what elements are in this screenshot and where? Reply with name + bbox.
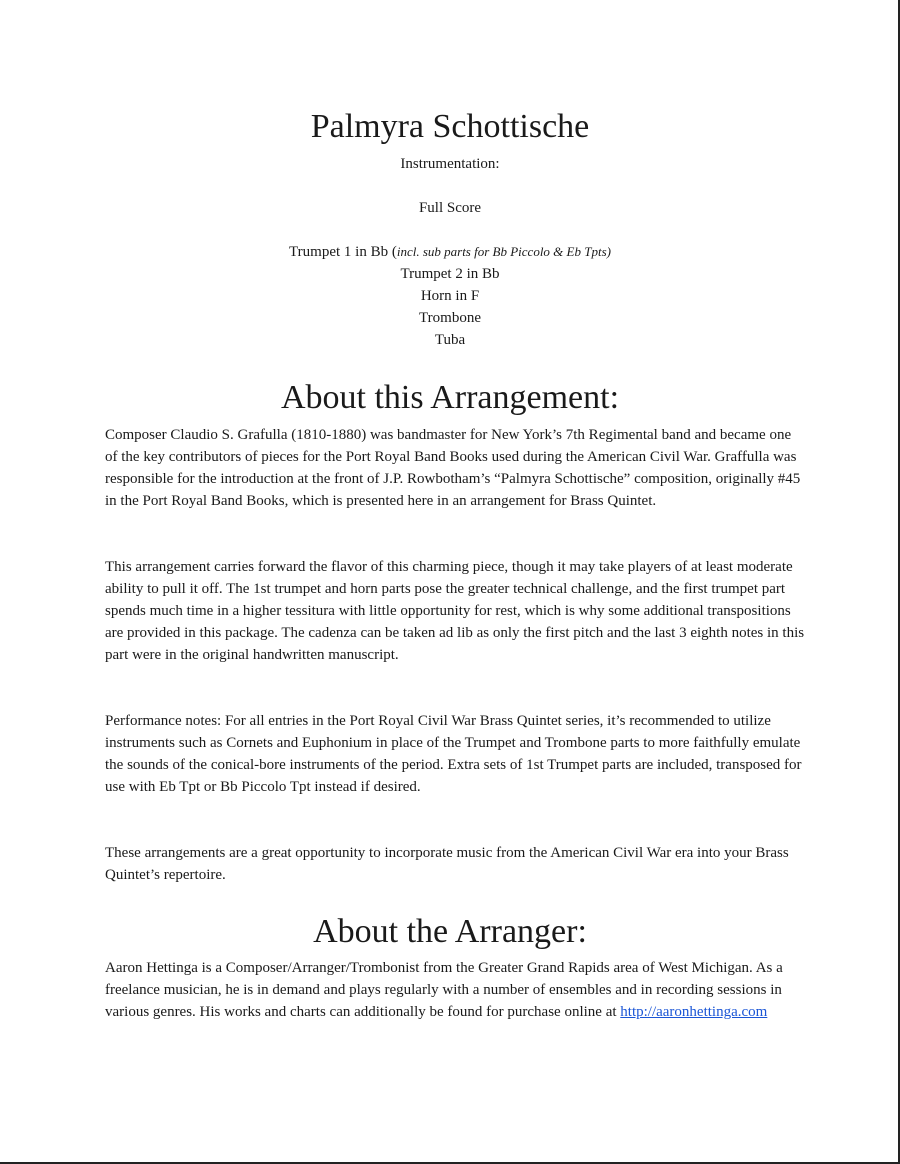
arrangement-paragraph-performance-notes: Performance notes: For all entries in the Port Royal Civil War Brass Quintet series, it’s recommended to utilize instruments such as Cornets and Euphonium in place of the Trumpet and Trombone parts to more faithfully emulate the sounds of the conical-bore instruments of the period. Extra sets of 1st Trumpet parts are included, transposed for use with Eb Tpt or Bb Piccolo Tpt instead if desired. bbox=[105, 713, 802, 795]
trumpet-1-line bbox=[0, 241, 900, 263]
arranger-website-link[interactable]: http://aaronhettinga.com bbox=[620, 1004, 768, 1020]
instrument-horn: Horn in F bbox=[420, 288, 480, 304]
instrument-trombone: Trombone bbox=[419, 310, 481, 326]
page-title: Palmyra Schottische bbox=[310, 108, 590, 145]
trumpet-1-label: Trumpet 1 in Bb ( bbox=[289, 244, 397, 260]
trumpet-1-note: incl. sub parts for Bb Piccolo & Eb Tpts) bbox=[396, 244, 611, 259]
arrangement-paragraph-difficulty: This arrangement carries forward the flavor of this charming piece, though it may take players of at least moderate ability to pull it off. The 1st trumpet and horn parts pose the greater technical challenge, and the first trumpet part spends much time in a higher tessitura with little opportunity for rest, which is why some additional transpositions are provided in this package. The cadenza can be taken ad lib as only the first pitch and the last 3 eighth notes in this part were in the original handwritten manuscript. bbox=[105, 559, 805, 663]
about-arranger-heading: About the Arranger: bbox=[313, 913, 587, 950]
instrumentation-label: Instrumentation: bbox=[400, 156, 500, 172]
arrangement-paragraph-history: Composer Claudio S. Grafulla (1810-1880) was bandmaster for New York’s 7th Regimental band and became one of the key contributors of pieces for the Port Royal Band Books used during the American Civil War. Graffulla was responsible for the introduction at the front of J.P. Rowbotham’s “Palmyra Schottische” composition, originally #45 in the Port Royal Band Books, which is presented here in an arrangement for Brass Quintet. bbox=[105, 427, 801, 509]
arranger-bio bbox=[105, 957, 805, 1023]
instrument-trumpet-2: Trumpet 2 in Bb bbox=[400, 266, 500, 282]
arrangement-paragraph-closing: These arrangements are a great opportunity to incorporate music from the American Civil War era into your Brass Quintet’s repertoire. bbox=[105, 845, 789, 883]
about-arrangement-heading: About this Arrangement: bbox=[280, 379, 620, 416]
full-score-line: Full Score bbox=[418, 200, 482, 216]
arranger-bio-text: Aaron Hettinga is a Composer/Arranger/Trombonist from the Greater Grand Rapids area of West Michigan. As a freelance musician, he is in demand and plays regularly with a number of ensembles and in recording sessions in various genres. His works and charts can additionally be found for purchase online at bbox=[105, 960, 783, 1020]
instrument-tuba: Tuba bbox=[434, 332, 466, 348]
